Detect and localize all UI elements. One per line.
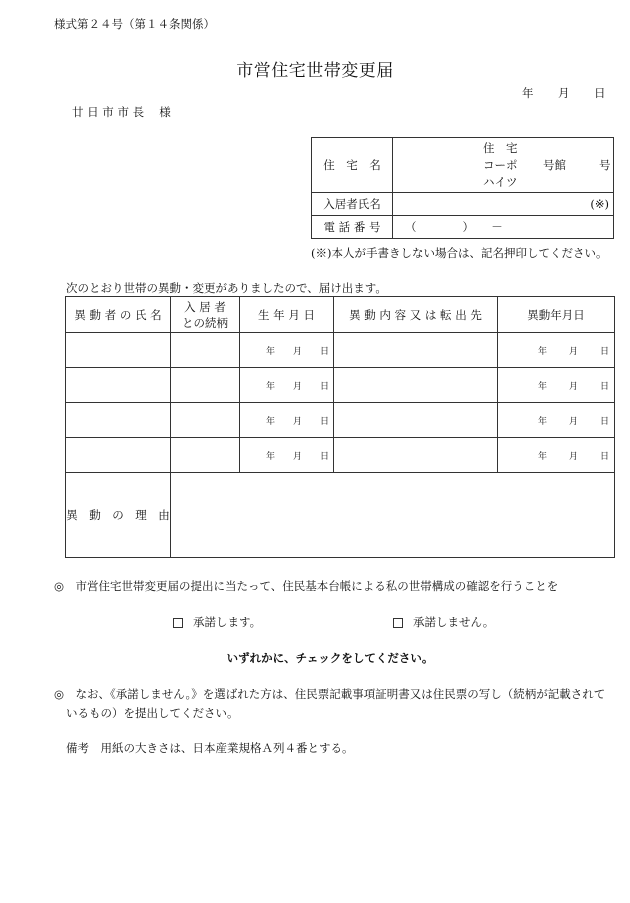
resident-name-field[interactable]	[393, 193, 614, 216]
residence-option-heights: ハイツ	[483, 175, 518, 189]
unit-label: 号	[599, 158, 611, 172]
date-month-label: 月	[558, 86, 570, 100]
content-cell[interactable]	[334, 403, 498, 438]
change-date-cell[interactable]: 年 月 日	[498, 333, 615, 368]
table-row	[66, 403, 615, 438]
applicant-info-box	[311, 137, 614, 239]
table-row	[66, 438, 615, 473]
name-cell[interactable]	[66, 368, 171, 403]
table-row	[66, 333, 615, 368]
reason-row	[66, 473, 615, 558]
agree-checkbox[interactable]	[173, 618, 183, 628]
table-header-row	[66, 297, 615, 333]
date-year-label: 年	[522, 86, 534, 100]
relation-cell[interactable]	[171, 368, 240, 403]
date-day-label: 日	[594, 86, 606, 100]
residence-option-jutaku: 住 宅	[483, 141, 518, 155]
name-cell[interactable]	[66, 403, 171, 438]
phone-field[interactable]	[393, 216, 614, 239]
header-change-date: 異動年月日	[498, 297, 615, 333]
recipient: 廿 日 市 市 長 様	[72, 105, 171, 119]
note-line-1: ◎ なお、《承諾しません。》を選ばれた方は、住民票記載事項証明書又は住民票の写し（続柄が記載されて	[54, 687, 606, 701]
phone-format: （ ） －	[405, 220, 503, 234]
header-relation-line2: との続柄	[182, 315, 228, 330]
phone-label: 電 話 番 号	[312, 216, 393, 239]
reason-label: 異 動 の 理 由	[66, 473, 171, 558]
seal-mark: (※)	[590, 197, 609, 211]
relation-cell[interactable]	[171, 403, 240, 438]
birth-cell[interactable]: 年 月 日	[240, 333, 334, 368]
header-content: 異 動 内 容 又 は 転 出 先	[334, 297, 498, 333]
disagree-option[interactable]	[393, 614, 494, 630]
reason-field[interactable]	[171, 473, 615, 558]
relation-cell[interactable]	[171, 333, 240, 368]
agree-option[interactable]	[173, 614, 261, 630]
content-cell[interactable]	[334, 438, 498, 473]
header-relation	[171, 297, 240, 333]
page-title: 市営住宅世帯変更届	[236, 61, 394, 81]
name-cell[interactable]	[66, 438, 171, 473]
building-label: 号館	[543, 158, 566, 172]
birth-cell[interactable]: 年 月 日	[240, 403, 334, 438]
agree-label: 承諾します。	[193, 615, 262, 629]
check-instruction: いずれかに、チェックをしてください。	[226, 651, 434, 665]
form-number: 様式第２４号（第１４条関係）	[54, 17, 215, 31]
change-date-cell[interactable]: 年 月 日	[498, 403, 615, 438]
header-name: 異 動 者 の 氏 名	[66, 297, 171, 333]
disagree-label: 承諾しません。	[413, 615, 495, 629]
consent-statement: ◎ 市営住宅世帯変更届の提出に当たって、住民基本台帳による私の世帯構成の確認を行うことを	[54, 579, 559, 593]
residence-option-corpo: コーポ	[483, 158, 518, 172]
change-date-cell[interactable]: 年 月 日	[498, 438, 615, 473]
name-cell[interactable]	[66, 333, 171, 368]
note-line-2: いるもの）を提出してください。	[66, 706, 239, 720]
disagree-checkbox[interactable]	[393, 618, 403, 628]
header-relation-line1: 入 居 者	[184, 299, 226, 314]
remark: 備考 用紙の大きさは、日本産業規格Ａ列４番とする。	[66, 741, 354, 755]
seal-note: (※)本人が手書きしない場合は、記名押印してください。	[311, 246, 608, 260]
content-cell[interactable]	[334, 333, 498, 368]
header-birth: 生 年 月 日	[240, 297, 334, 333]
resident-name-label: 入居者氏名	[312, 193, 393, 216]
residence-field[interactable]	[393, 138, 614, 193]
residence-label: 住 宅 名	[312, 138, 393, 193]
change-table	[65, 296, 615, 558]
table-row	[66, 368, 615, 403]
intro-text: 次のとおり世帯の異動・変更がありましたので、届け出ます。	[66, 281, 387, 295]
relation-cell[interactable]	[171, 438, 240, 473]
content-cell[interactable]	[334, 368, 498, 403]
birth-cell[interactable]: 年 月 日	[240, 368, 334, 403]
birth-cell[interactable]: 年 月 日	[240, 438, 334, 473]
change-date-cell[interactable]: 年 月 日	[498, 368, 615, 403]
